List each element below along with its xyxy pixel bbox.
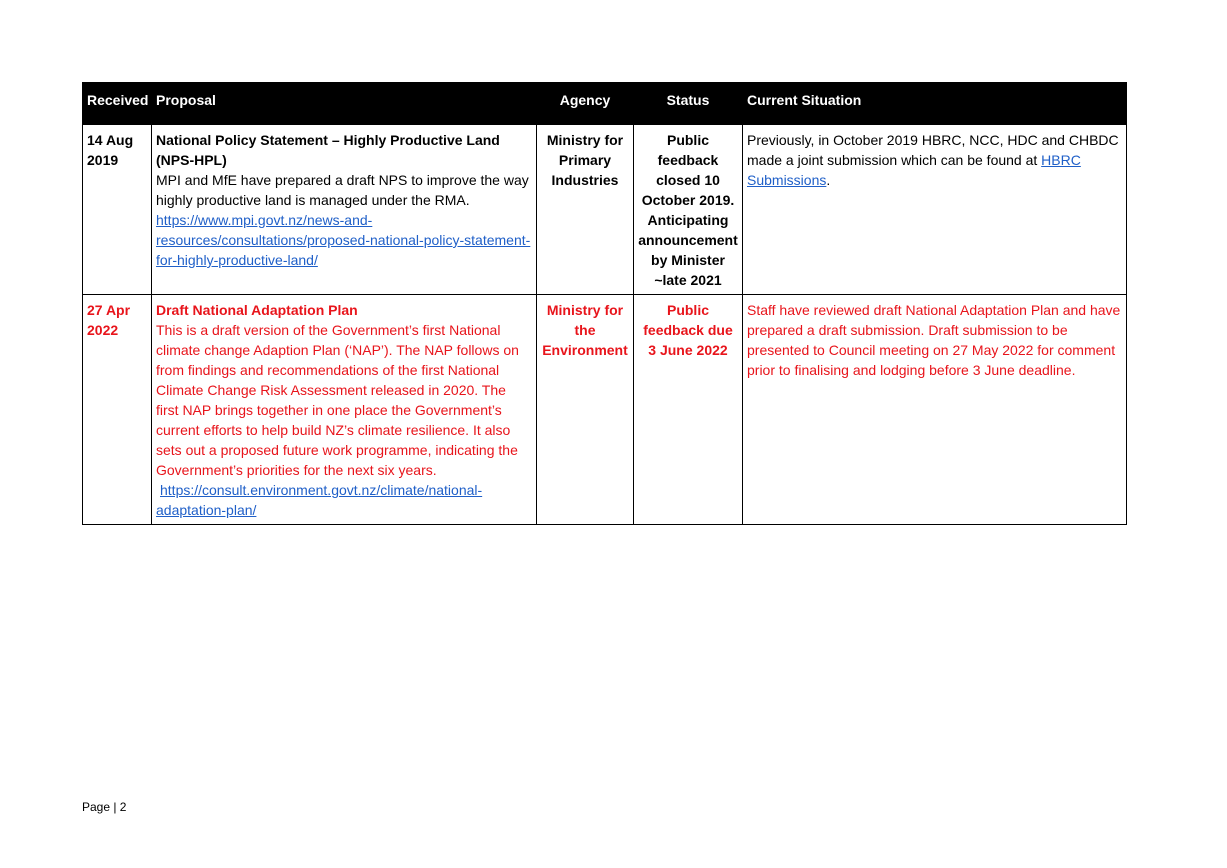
proposal-title: Draft National Adaptation Plan [156, 302, 358, 318]
table-row [83, 295, 1127, 525]
proposal-cell [152, 295, 537, 525]
situation-text: Previously, in October 2019 HBRC, NCC, HDC and CHBDC made a joint submission which can be found at [747, 132, 1119, 168]
proposal-description: This is a draft version of the Government’s first National climate change Adaption Plan (‘NAP’). The NAP follows on from findings and recommendations of the first National Climate Change Risk Assessment released in 2020. The first NAP brings together in one place the Government’s current efforts to help build NZ’s climate resilience. It also sets out a proposed future work programme, indicating the Government’s priorities for the next six years. [156, 322, 519, 478]
proposal-cell [152, 125, 537, 295]
proposal-link[interactable]: https://consult.environment.govt.nz/climate/national-adaptation-plan/ [156, 482, 483, 518]
agency-cell: Ministry for the Environment [537, 295, 634, 525]
current-situation-cell [743, 125, 1127, 295]
document-page [82, 82, 1126, 525]
proposal-link[interactable]: https://www.mpi.govt.nz/news-and-resources/consultations/proposed-national-policy-statement-for-highly-productive-land/ [156, 212, 531, 268]
table-header-row [83, 83, 1127, 125]
header-current-situation: Current Situation [743, 83, 1127, 125]
consultation-table [82, 82, 1127, 525]
received-date: 14 Aug 2019 [83, 125, 152, 295]
current-situation-cell: Staff have reviewed draft National Adaptation Plan and have prepared a draft submission. Draft submission to be presented to Council meeting on 27 May 2022 for comment prior to finalising and lodging before 3 June deadline. [743, 295, 1127, 525]
received-date: 27 Apr 2022 [83, 295, 152, 525]
table-row [83, 125, 1127, 295]
status-cell: Public feedback due 3 June 2022 [634, 295, 743, 525]
proposal-title: National Policy Statement – Highly Productive Land (NPS-HPL) [156, 132, 500, 168]
proposal-description: MPI and MfE have prepared a draft NPS to improve the way highly productive land is managed under the RMA. [156, 172, 529, 208]
header-agency: Agency [537, 83, 634, 125]
page-number-footer: Page | 2 [82, 800, 127, 814]
header-status: Status [634, 83, 743, 125]
agency-cell: Ministry for Primary Industries [537, 125, 634, 295]
hbrc-submissions-link[interactable]: HBRC Submissions [747, 152, 1081, 188]
situation-end: . [826, 172, 831, 188]
status-cell: Public feedback closed 10 October 2019. Anticipating announcement by Minister ~late 2021 [634, 125, 743, 295]
header-proposal: Proposal [152, 83, 537, 125]
header-received: Received [83, 83, 152, 125]
